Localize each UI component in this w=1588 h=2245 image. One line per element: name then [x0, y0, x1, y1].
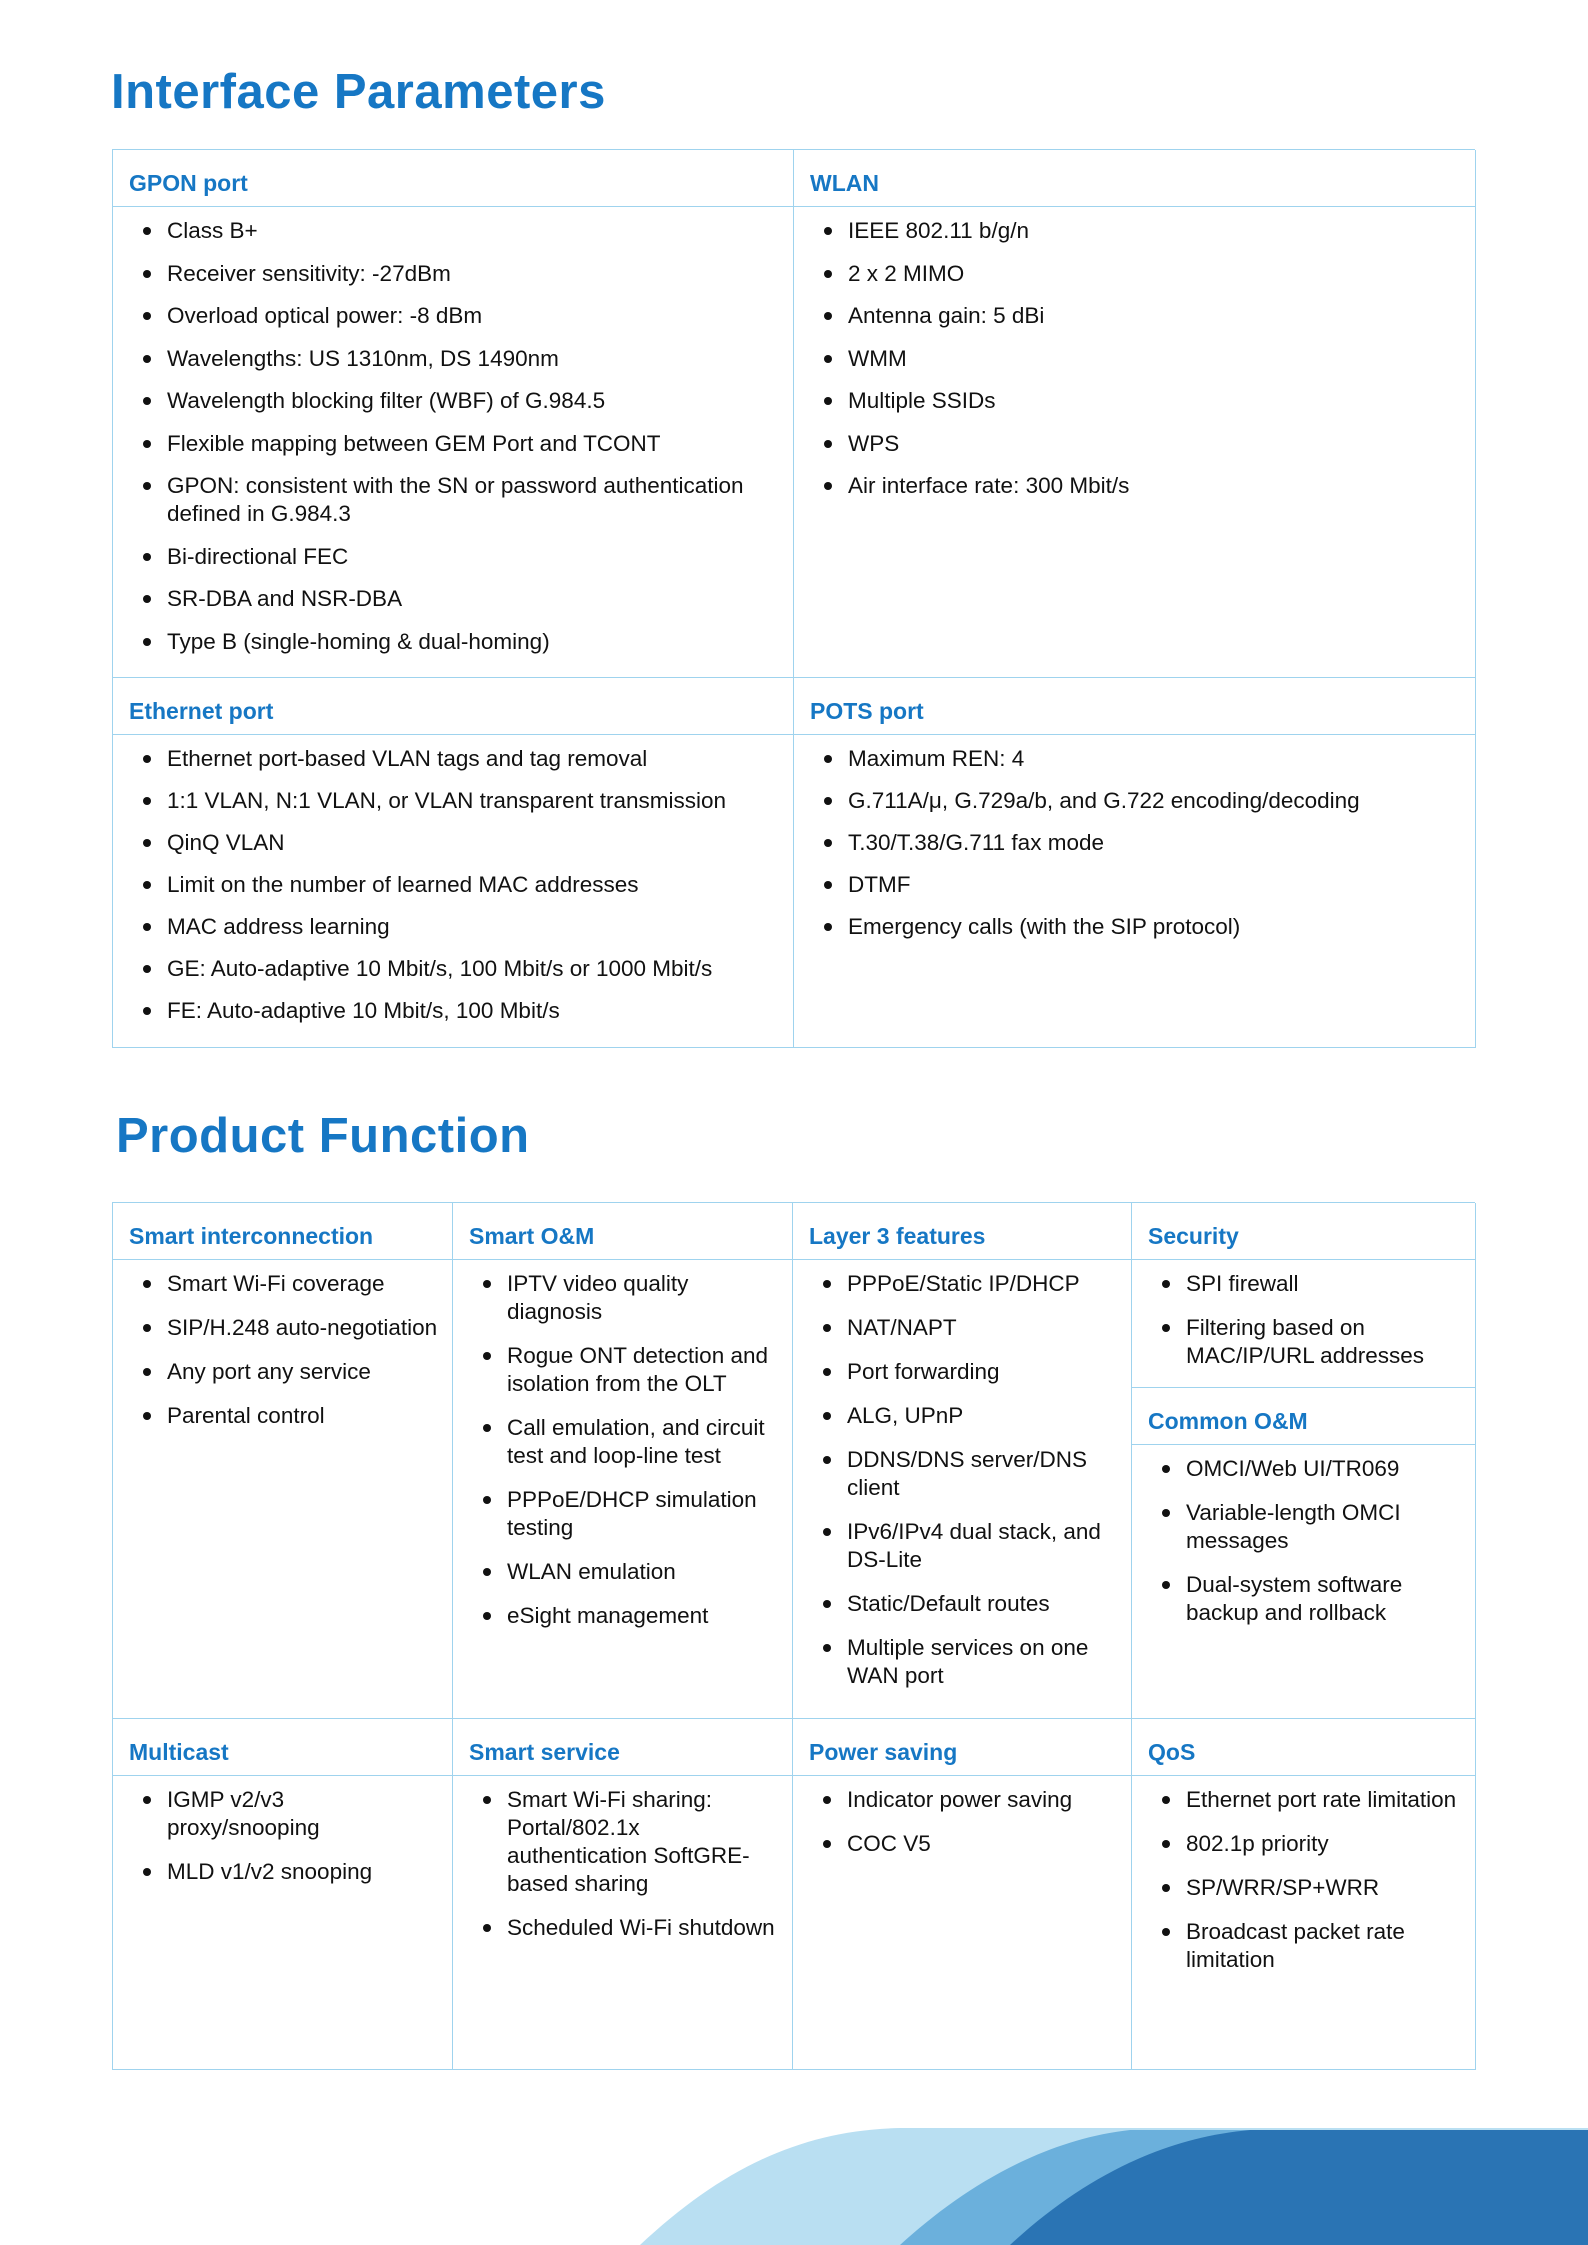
product-function-table	[112, 1202, 1475, 2070]
list-item: NAT/NAPT	[809, 1314, 1117, 1342]
list-item: Air interface rate: 300 Mbit/s	[810, 472, 1461, 500]
feature-list	[1148, 1455, 1461, 1627]
list-item: Scheduled Wi-Fi shutdown	[469, 1914, 778, 1942]
list-item: WPS	[810, 430, 1461, 458]
list-item: Indicator power saving	[809, 1786, 1117, 1814]
list-item: OMCI/Web UI/TR069	[1148, 1455, 1461, 1483]
smart-interconnection-cell	[113, 1203, 453, 1719]
cell-header: Layer 3 features	[793, 1203, 1131, 1260]
list-item: G.711A/μ, G.729a/b, and G.722 encoding/decoding	[810, 787, 1461, 815]
list-item: Flexible mapping between GEM Port and TCONT	[129, 430, 779, 458]
list-item: SIP/H.248 auto-negotiation	[129, 1314, 438, 1342]
list-item: IPTV video quality diagnosis	[469, 1270, 778, 1326]
feature-list	[1148, 1270, 1461, 1370]
list-item: eSight management	[469, 1602, 778, 1630]
wlan-cell	[794, 150, 1476, 678]
list-item: SR-DBA and NSR-DBA	[129, 585, 779, 613]
list-item: Wavelength blocking filter (WBF) of G.984.5	[129, 387, 779, 415]
list-item: WLAN emulation	[469, 1558, 778, 1586]
list-item: PPPoE/DHCP simulation testing	[469, 1486, 778, 1542]
feature-list	[810, 745, 1461, 941]
list-item: ALG, UPnP	[809, 1402, 1117, 1430]
list-item: 1:1 VLAN, N:1 VLAN, or VLAN transparent transmission	[129, 787, 779, 815]
list-item: Variable-length OMCI messages	[1148, 1499, 1461, 1555]
gpon-port-cell	[113, 150, 794, 678]
list-item: Antenna gain: 5 dBi	[810, 302, 1461, 330]
cell-header: WLAN	[794, 150, 1475, 207]
product-function-title: Product Function	[116, 1109, 530, 1163]
cell-header: Smart interconnection	[113, 1203, 452, 1260]
cell-header: Ethernet port	[113, 678, 793, 735]
list-item: Multiple SSIDs	[810, 387, 1461, 415]
list-item: Class B+	[129, 217, 779, 245]
feature-list	[469, 1786, 778, 1942]
list-item: Type B (single-homing & dual-homing)	[129, 628, 779, 656]
feature-list	[810, 217, 1461, 500]
list-item: Multiple services on one WAN port	[809, 1634, 1117, 1690]
list-item: 2 x 2 MIMO	[810, 260, 1461, 288]
list-item: Ethernet port-based VLAN tags and tag removal	[129, 745, 779, 773]
list-item: 802.1p priority	[1148, 1830, 1461, 1858]
cell-header: Power saving	[793, 1719, 1131, 1776]
list-item: Overload optical power: -8 dBm	[129, 302, 779, 330]
feature-list	[129, 745, 779, 1025]
power-saving-cell	[793, 1719, 1132, 2070]
cell-header: QoS	[1132, 1719, 1475, 1776]
list-item: Port forwarding	[809, 1358, 1117, 1386]
list-item: IEEE 802.11 b/g/n	[810, 217, 1461, 245]
qos-cell	[1132, 1719, 1476, 2070]
cell-header: Security	[1132, 1203, 1475, 1260]
list-item: GE: Auto-adaptive 10 Mbit/s, 100 Mbit/s or 1000 Mbit/s	[129, 955, 779, 983]
pots-port-cell	[794, 678, 1476, 1048]
cell-header: Smart O&M	[453, 1203, 792, 1260]
security-subcell	[1132, 1203, 1475, 1388]
ethernet-port-cell	[113, 678, 794, 1048]
list-item: DTMF	[810, 871, 1461, 899]
list-item: PPPoE/Static IP/DHCP	[809, 1270, 1117, 1298]
list-item: T.30/T.38/G.711 fax mode	[810, 829, 1461, 857]
common-om-subcell	[1132, 1388, 1475, 1718]
list-item: Maximum REN: 4	[810, 745, 1461, 773]
list-item: Parental control	[129, 1402, 438, 1430]
list-item: Emergency calls (with the SIP protocol)	[810, 913, 1461, 941]
list-item: COC V5	[809, 1830, 1117, 1858]
list-item: Static/Default routes	[809, 1590, 1117, 1618]
list-item: Receiver sensitivity: -27dBm	[129, 260, 779, 288]
list-item: IGMP v2/v3 proxy/snooping	[129, 1786, 438, 1842]
feature-list	[469, 1270, 778, 1630]
interface-parameters-table	[112, 149, 1475, 1048]
list-item: FE: Auto-adaptive 10 Mbit/s, 100 Mbit/s	[129, 997, 779, 1025]
multicast-cell	[113, 1719, 453, 2070]
list-item: Rogue ONT detection and isolation from the OLT	[469, 1342, 778, 1398]
cell-header: Multicast	[113, 1719, 452, 1776]
list-item: SPI firewall	[1148, 1270, 1461, 1298]
list-item: Smart Wi-Fi coverage	[129, 1270, 438, 1298]
list-item: Call emulation, and circuit test and loop-line test	[469, 1414, 778, 1470]
list-item: MLD v1/v2 snooping	[129, 1858, 438, 1886]
feature-list	[1148, 1786, 1461, 1974]
list-item: Any port any service	[129, 1358, 438, 1386]
cell-header: GPON port	[113, 150, 793, 207]
feature-list	[809, 1270, 1117, 1690]
smart-service-cell	[453, 1719, 793, 2070]
list-item: Wavelengths: US 1310nm, DS 1490nm	[129, 345, 779, 373]
cell-header: Smart service	[453, 1719, 792, 1776]
list-item: Bi-directional FEC	[129, 543, 779, 571]
list-item: Limit on the number of learned MAC addresses	[129, 871, 779, 899]
security-common-om-cell	[1132, 1203, 1476, 1719]
list-item: SP/WRR/SP+WRR	[1148, 1874, 1461, 1902]
list-item: Ethernet port rate limitation	[1148, 1786, 1461, 1814]
feature-list	[129, 217, 779, 656]
list-item: Dual-system software backup and rollback	[1148, 1571, 1461, 1627]
list-item: WMM	[810, 345, 1461, 373]
feature-list	[129, 1270, 438, 1430]
interface-parameters-title: Interface Parameters	[111, 65, 606, 119]
cell-header: Common O&M	[1132, 1388, 1475, 1445]
list-item: DDNS/DNS server/DNS client	[809, 1446, 1117, 1502]
list-item: Broadcast packet rate limitation	[1148, 1918, 1461, 1974]
list-item: GPON: consistent with the SN or password authentication defined in G.984.3	[129, 472, 779, 528]
list-item: MAC address learning	[129, 913, 779, 941]
list-item: Smart Wi-Fi sharing: Portal/802.1x authentication SoftGRE-based sharing	[469, 1786, 778, 1898]
list-item: Filtering based on MAC/IP/URL addresses	[1148, 1314, 1461, 1370]
feature-list	[129, 1786, 438, 1886]
list-item: IPv6/IPv4 dual stack, and DS-Lite	[809, 1518, 1117, 1574]
cell-header: POTS port	[794, 678, 1475, 735]
list-item: QinQ VLAN	[129, 829, 779, 857]
feature-list	[809, 1786, 1117, 1858]
smart-om-cell	[453, 1203, 793, 1719]
layer3-features-cell	[793, 1203, 1132, 1719]
decorative-wave-footer	[0, 2110, 1588, 2245]
